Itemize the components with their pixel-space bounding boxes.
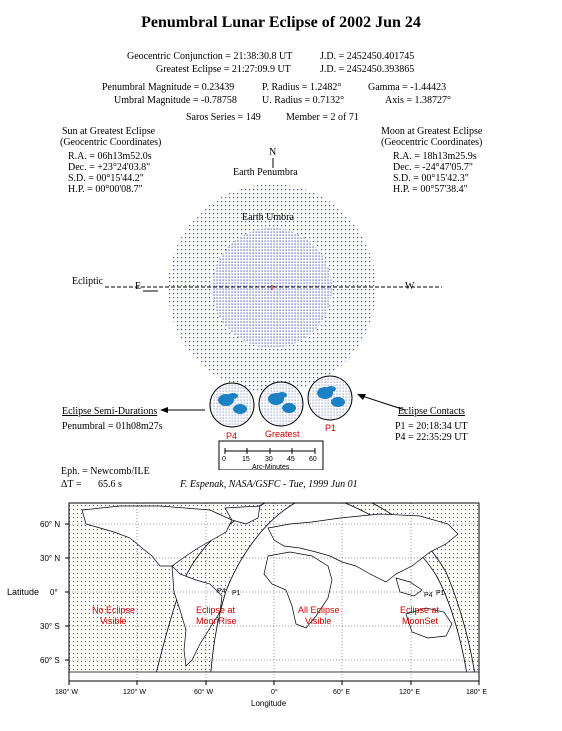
north-label: N [269,147,277,158]
moonrise-label-line1: Eclipse at [196,605,236,615]
antarctica [69,672,479,681]
map-p4-west: P4 [217,588,226,595]
lat-tick-60s: 60° S [40,656,60,665]
lat-tick-30n: 30° N [40,554,61,563]
greatest-eclipse: Greatest Eclipse = 21:27:09.9 UT [156,64,291,75]
latitude-axis-title: Latitude [7,587,40,597]
map-p4-east: P4 [424,592,433,599]
scale-tick-30: 30 [265,456,273,463]
umbral-radius: U. Radius = 0.7132° [262,95,345,106]
p1-label: P1 [325,423,337,433]
moon-dec: Dec. = -24°47'05.7" [393,162,473,173]
lon-tick-120w: 120° W [123,689,147,696]
lon-tick-60w: 60° W [194,689,214,696]
axis-value: Axis = 1.38727° [385,95,452,106]
sun-ra: R.A. = 06h13m52.0s [68,151,152,162]
scale-label: Arc-Minutes [252,464,290,471]
lon-tick-60e: 60° E [333,689,351,696]
sun-sd: S.D. = 00°15'44.2" [68,173,144,184]
contacts-heading: Eclipse Contacts [398,406,465,417]
saros-series: Saros Series = 149 [186,112,261,123]
lon-tick-180w: 180° W [55,689,79,696]
sun-dec: Dec. = +23°24'03.8" [68,162,151,173]
scale-tick-60: 60 [309,456,317,463]
scale-tick-15: 15 [242,456,250,463]
scale-tick-0: 0 [222,456,226,463]
greatest-label: Greatest [265,429,300,439]
moon-heading: Moon at Greatest Eclipse [381,126,483,137]
moon-subheading: (Geocentric Coordinates) [381,137,483,148]
geocentric-conjunction: Geocentric Conjunction = 21:38:30.8 UT [127,51,293,62]
page-title: Penumbral Lunar Eclipse of 2002 Jun 24 [141,14,421,31]
moonrise-label-line2: MoonRise [196,616,237,626]
ecliptic-label: Ecliptic [72,276,104,287]
moon-hp: H.P. = 00°57'38.4" [393,184,468,195]
no-eclipse-label-line2: Visible [100,616,127,626]
delta-t-label: ΔT = [61,479,82,490]
julian-date-2: J.D. = 2452450.393865 [320,64,415,75]
moonset-label-line2: MoonSet [402,616,439,626]
moonset-label-line1: Eclipse at [400,605,440,615]
scale-tick-45: 45 [287,456,295,463]
delta-t-value: 65.6 s [98,479,122,490]
sun-heading: Sun at Greatest Eclipse [62,126,156,137]
east-label: E [135,281,142,292]
lat-tick-60n: 60° N [40,520,61,529]
sun-subheading: (Geocentric Coordinates) [60,137,162,148]
lat-tick-0: 0° [50,588,58,597]
lon-tick-120e: 120° E [399,689,421,696]
semi-durations-heading: Eclipse Semi-Durations [62,406,158,417]
gamma-value: Gamma = -1.44423 [368,82,447,93]
sun-hp: H.P. = 00°00'08.7" [68,184,143,195]
all-eclipse-label-line2: Visible [305,616,332,626]
contact-p1: P1 = 20:18:34 UT [395,421,468,432]
west-label: W [405,281,415,292]
moon-ra: R.A. = 18h13m25.9s [393,151,477,162]
no-eclipse-label-line1: No Eclipse [92,605,136,615]
contact-p4: P4 = 22:35:29 UT [395,432,468,443]
moon-sd: S.D. = 00°15'42.3" [393,173,469,184]
all-eclipse-label-line1: All Eclipse [298,605,340,615]
credit: F. Espenak, NASA/GSFC - Tue, 1999 Jun 01 [180,479,358,490]
penumbral-radius: P. Radius = 1.2482° [262,82,342,93]
lon-tick-0: 0° [271,689,278,696]
julian-date-1: J.D. = 2452450.401745 [320,51,415,62]
longitude-axis-title: Longitude [251,699,287,708]
lon-tick-180e: 180° E [466,689,488,696]
map-p1-west: P1 [232,590,241,597]
p4-label: P4 [226,431,238,441]
map-p1-east: P1 [436,590,445,597]
saros-member: Member = 2 of 71 [286,112,359,123]
umbra-label: Earth Umbra [242,212,294,223]
penumbral-magnitude: Penumbral Magnitude = 0.23439 [102,82,235,93]
lat-tick-30s: 30° S [40,622,60,631]
umbral-magnitude: Umbral Magnitude = -0.78758 [114,95,237,106]
penumbra-label: Earth Penumbra [233,167,298,178]
penumbral-semi-duration: Penumbral = 01h08m27s [62,421,163,432]
ephemeris: Eph. = Newcomb/ILE [61,466,150,477]
